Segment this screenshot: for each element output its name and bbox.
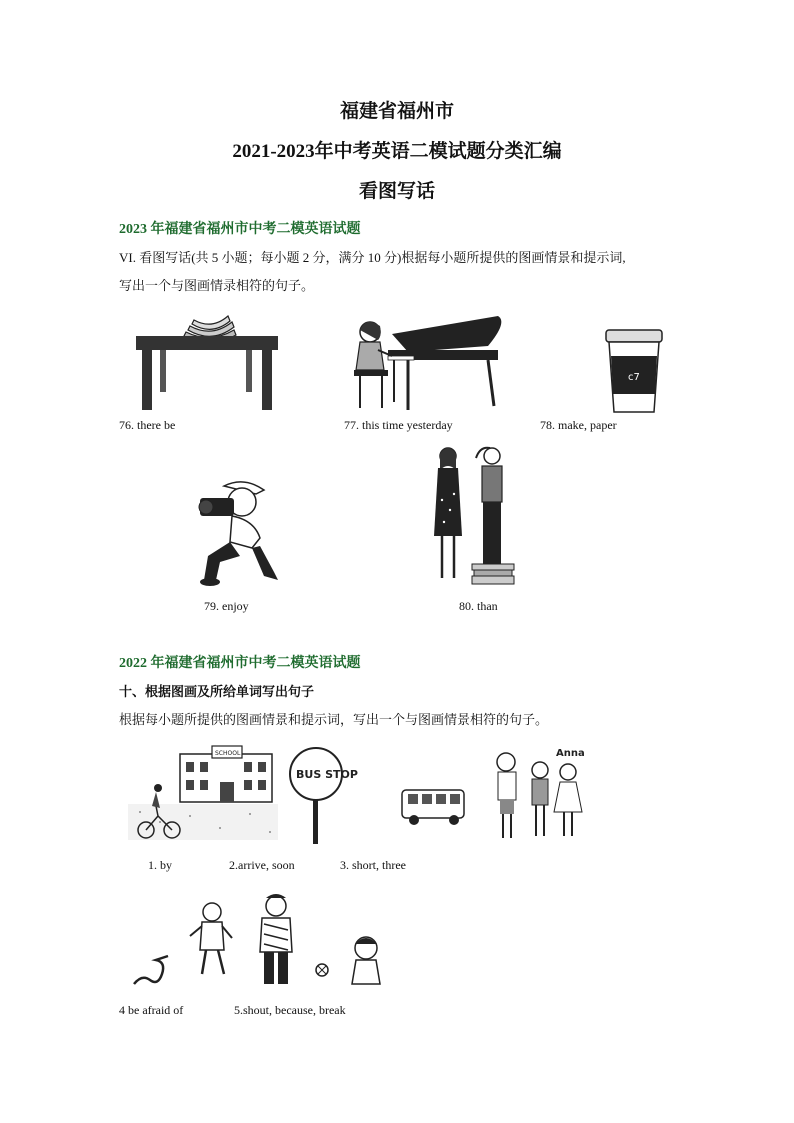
girl-playing-piano-icon (348, 312, 512, 412)
item-80-label: 80. than (459, 599, 498, 613)
svg-text:c7: c7 (628, 372, 640, 383)
shouting-man-icon (260, 894, 292, 984)
children-icon (497, 748, 585, 838)
bus-icon (402, 790, 464, 825)
school-sign: SCHOOL (215, 750, 241, 757)
item-2-label: 2.arrive, soon (229, 858, 295, 872)
instruction-line-1: VI. 看图写话(共 5 小题；每小题 2 分，满分 10 分)根据每小题所提供的图画情景和提示词, (119, 250, 626, 265)
page-title-topic: 看图写话 (358, 181, 435, 202)
scene-strip-image (120, 742, 600, 846)
table-with-bananas-icon (134, 308, 280, 412)
girl-and-boy-height-icon (428, 440, 520, 586)
page-title-main: 2021-2023年中考英语二模试题分类汇编 (232, 141, 562, 162)
item-1-label: 1. by (148, 858, 172, 872)
anna-label: Anna (556, 748, 585, 759)
snake-icon (134, 956, 168, 984)
section-heading-2023: 2023 年福建省福州市中考二模英语试题 (119, 222, 361, 237)
bus-stop-sign-icon (290, 748, 358, 844)
item-77-label: 77. this time yesterday (344, 418, 453, 432)
bus-stop-sign-text: BUS STOP (296, 768, 358, 781)
school-building-icon (180, 746, 272, 802)
item-76-label: 76. there be (119, 418, 176, 432)
broken-ball-icon (316, 964, 328, 976)
item-3-label: 3. short, three (340, 858, 406, 872)
item-78-label: 78. make, paper (540, 418, 617, 432)
scared-man-icon (190, 903, 232, 974)
section-heading-2022: 2022 年福建省福州市中考二模英语试题 (119, 656, 361, 671)
photographer-icon (194, 476, 280, 588)
item-79-label: 79. enjoy (204, 599, 249, 613)
item-4-label: 4 be afraid of (119, 1003, 184, 1017)
page-title-province: 福建省福州市 (339, 101, 454, 122)
paper-cup-icon (604, 328, 664, 414)
item-5-label: 5.shout, because, break (234, 1003, 346, 1017)
instruction-2022: 根据每小题所提供的图画情景和提示词，写出一个与图画情景相符的句子。 (119, 712, 549, 727)
crying-boy-icon (352, 937, 380, 984)
instruction-line-2: 写出一个与图画情录相符的句子。 (119, 278, 315, 293)
section-subheading-2022: 十、根据图画及所给单词写出句子 (119, 684, 315, 699)
scene-strip-image-2 (124, 890, 394, 990)
